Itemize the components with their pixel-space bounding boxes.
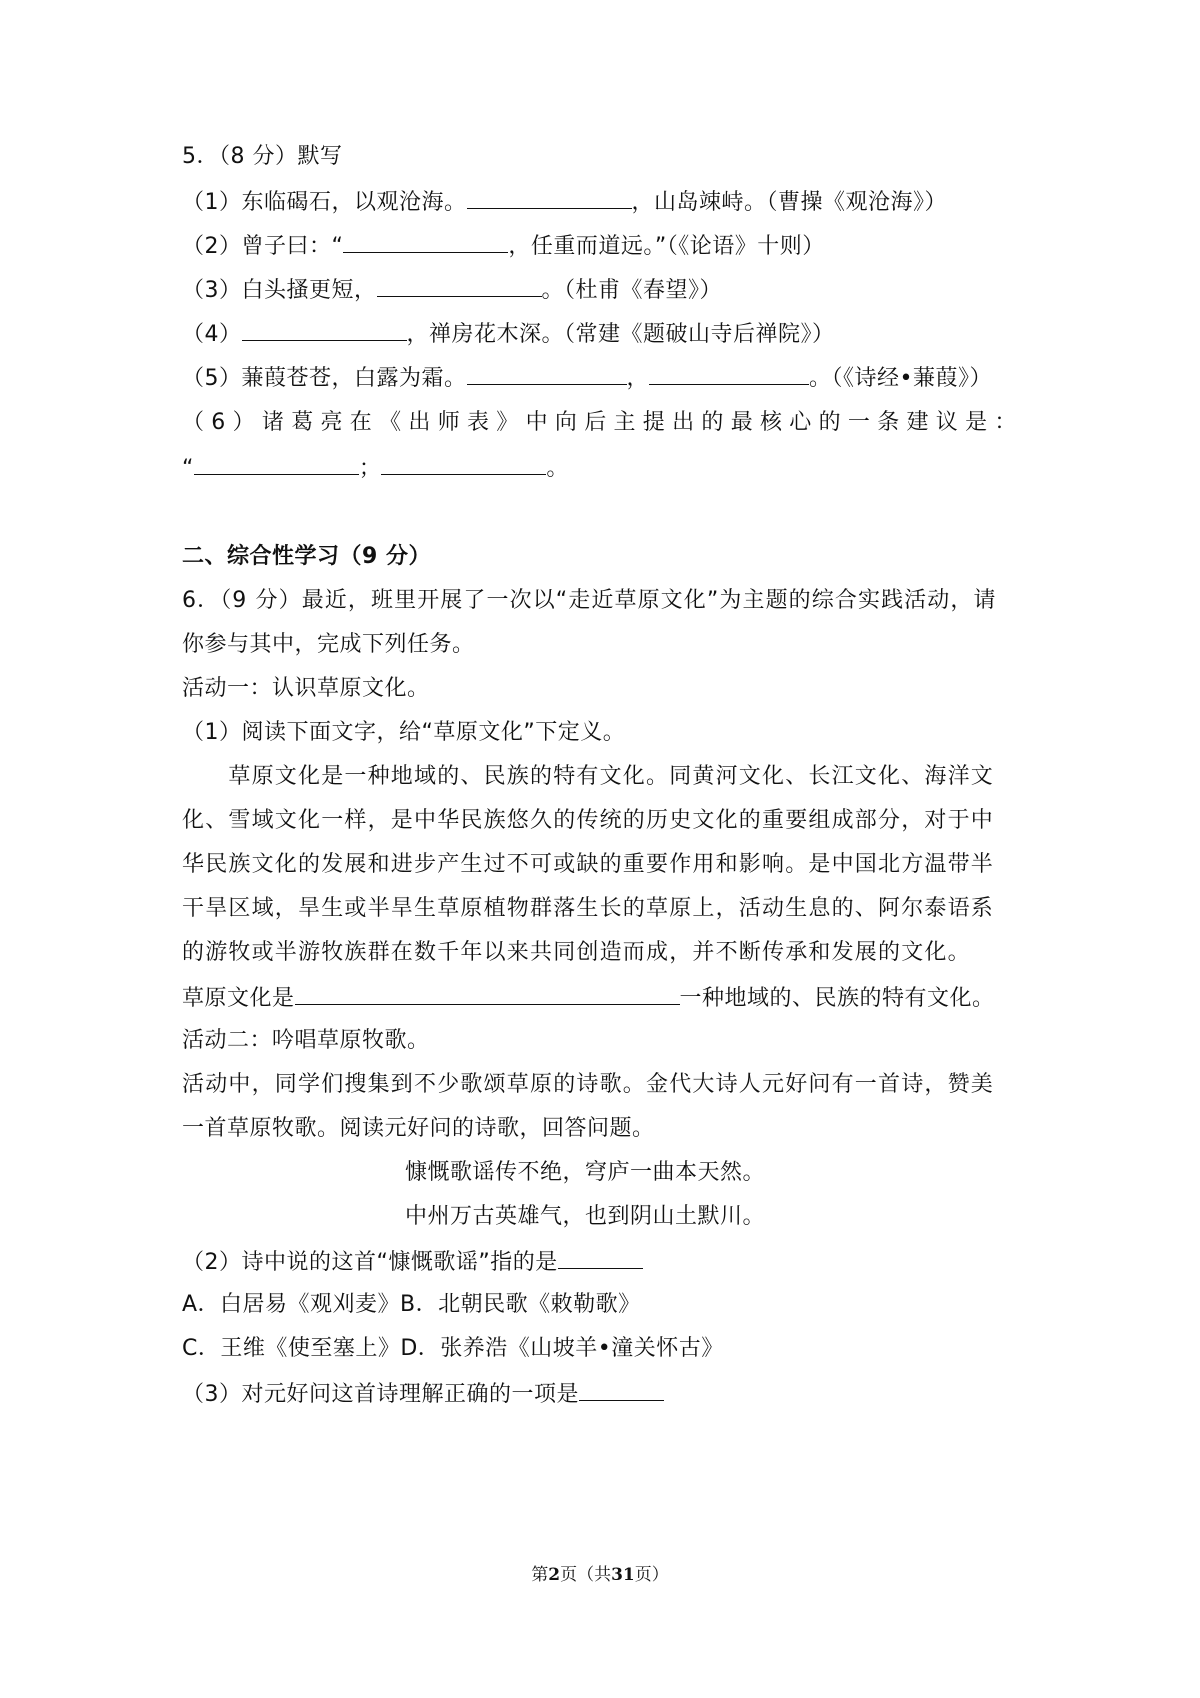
passage-line: 华民族文化的发展和进步产生过不可或缺的重要作用和影响。是中国北方温带半 xyxy=(182,852,995,877)
answer-blank xyxy=(579,1378,664,1401)
passage-line: 草原文化是一种地域的、民族的特有文化。同黄河文化、长江文化、海洋文 xyxy=(182,764,995,789)
q6-sub3 xyxy=(182,1378,664,1410)
q6-options-cd: C．王维《使至塞上》D．张养浩《山坡羊•潼关怀古》 xyxy=(182,1336,724,1361)
answer-blank xyxy=(467,362,627,385)
q5-item-6-open-quote: “ xyxy=(182,456,194,481)
q5-item-2-post: ，任重而道远。”（《论语》十则） xyxy=(508,234,825,259)
answer-blank xyxy=(467,186,632,209)
answer-blank xyxy=(377,274,542,297)
q5-item-4-pre: （4） xyxy=(182,322,242,347)
footer-post: 页） xyxy=(634,1565,669,1585)
answer-blank xyxy=(295,982,680,1005)
q5-item-5-mid: ， xyxy=(626,366,650,391)
passage-line: 干旱区域，旱生或半旱生草原植物群落生长的草原上，活动生息的、阿尔泰语系 xyxy=(182,896,995,921)
q6-activity2-line2: 一首草原牧歌。阅读元好问的诗歌，回答问题。 xyxy=(182,1116,655,1141)
q6-definition xyxy=(182,982,995,1014)
footer-pre: 第 xyxy=(531,1565,549,1585)
definition-pre: 草原文化是 xyxy=(182,986,295,1011)
q5-item-1-pre: （1）东临碣石，以观沧海。 xyxy=(182,190,467,215)
passage-line: 的游牧或半游牧族群在数千年以来共同创造而成，并不断传承和发展的文化。 xyxy=(182,940,971,965)
q6-options-ab: A．白居易《观刈麦》B．北朝民歌《敕勒歌》 xyxy=(182,1292,641,1317)
q5-item-4 xyxy=(182,318,835,350)
poem-line: 中州万古英雄气，也到阴山土默川。 xyxy=(405,1204,766,1229)
q5-item-5 xyxy=(182,362,992,394)
q6-sub2 xyxy=(182,1246,643,1278)
answer-blank xyxy=(343,230,508,253)
section-2-title: 二、综合性学习（9 分） xyxy=(182,544,431,569)
q5-item-1-post: ，山岛竦峙。（曹操《观沧海》） xyxy=(631,190,948,215)
q5-item-2 xyxy=(182,230,825,262)
definition-post: 一种地域的、民族的特有文化。 xyxy=(679,986,995,1011)
q5-item-6-separator: ； xyxy=(358,456,382,481)
q5-item-3 xyxy=(182,274,722,306)
footer-mid: 页（共 xyxy=(560,1565,612,1585)
answer-blank xyxy=(381,452,546,475)
q5-item-6-line2 xyxy=(182,452,569,484)
q6-intro-line2: 你参与其中，完成下列任务。 xyxy=(182,632,475,657)
page-number: 2 xyxy=(548,1565,561,1585)
q6-sub1: （1）阅读下面文字，给“草原文化”下定义。 xyxy=(182,720,626,745)
q6-intro-line1: 6．（9 分）最近，班里开展了一次以“走近草原文化”为主题的综合实践活动，请 xyxy=(182,588,997,613)
q5-heading: 5．（8 分）默写 xyxy=(182,144,343,169)
q5-item-5-post: 。（《诗经•蒹葭》） xyxy=(809,366,992,391)
answer-blank xyxy=(194,452,359,475)
q5-item-3-pre: （3）白头搔更短， xyxy=(182,278,377,303)
q6-sub2-text: （2）诗中说的这首“慷慨歌谣”指的是 xyxy=(182,1250,558,1275)
q5-item-5-pre: （5）蒹葭苍苍，白露为霜。 xyxy=(182,366,467,391)
q6-activity2: 活动二：吟唱草原牧歌。 xyxy=(182,1028,430,1053)
q6-sub3-text: （3）对元好问这首诗理解正确的一项是 xyxy=(182,1382,579,1407)
poem-line: 慷慨歌谣传不绝，穹庐一曲本天然。 xyxy=(405,1160,766,1185)
page-total: 31 xyxy=(611,1565,635,1585)
q5-item-1 xyxy=(182,186,947,218)
q5-item-3-post: 。（杜甫《春望》） xyxy=(541,278,723,303)
q5-item-2-pre: （2）曾子曰：“ xyxy=(182,234,344,259)
q6-activity2-line1: 活动中，同学们搜集到不少歌颂草原的诗歌。金代大诗人元好问有一首诗，赞美 xyxy=(182,1072,995,1097)
q6-activity1: 活动一：认识草原文化。 xyxy=(182,676,430,701)
q5-item-6-line1: （6）诸葛亮在《出师表》中向后主提出的最核心的一条建议是： xyxy=(182,410,1024,435)
answer-blank xyxy=(242,318,407,341)
passage-line: 化、雪域文化一样，是中华民族悠久的传统的历史文化的重要组成部分，对于中 xyxy=(182,808,995,833)
q5-item-4-post: ，禅房花木深。（常建《题破山寺后禅院》） xyxy=(406,322,835,347)
answer-blank xyxy=(558,1246,643,1269)
q5-item-6-end: 。 xyxy=(546,456,569,481)
answer-blank xyxy=(649,362,809,385)
page-footer xyxy=(0,1560,1200,1585)
